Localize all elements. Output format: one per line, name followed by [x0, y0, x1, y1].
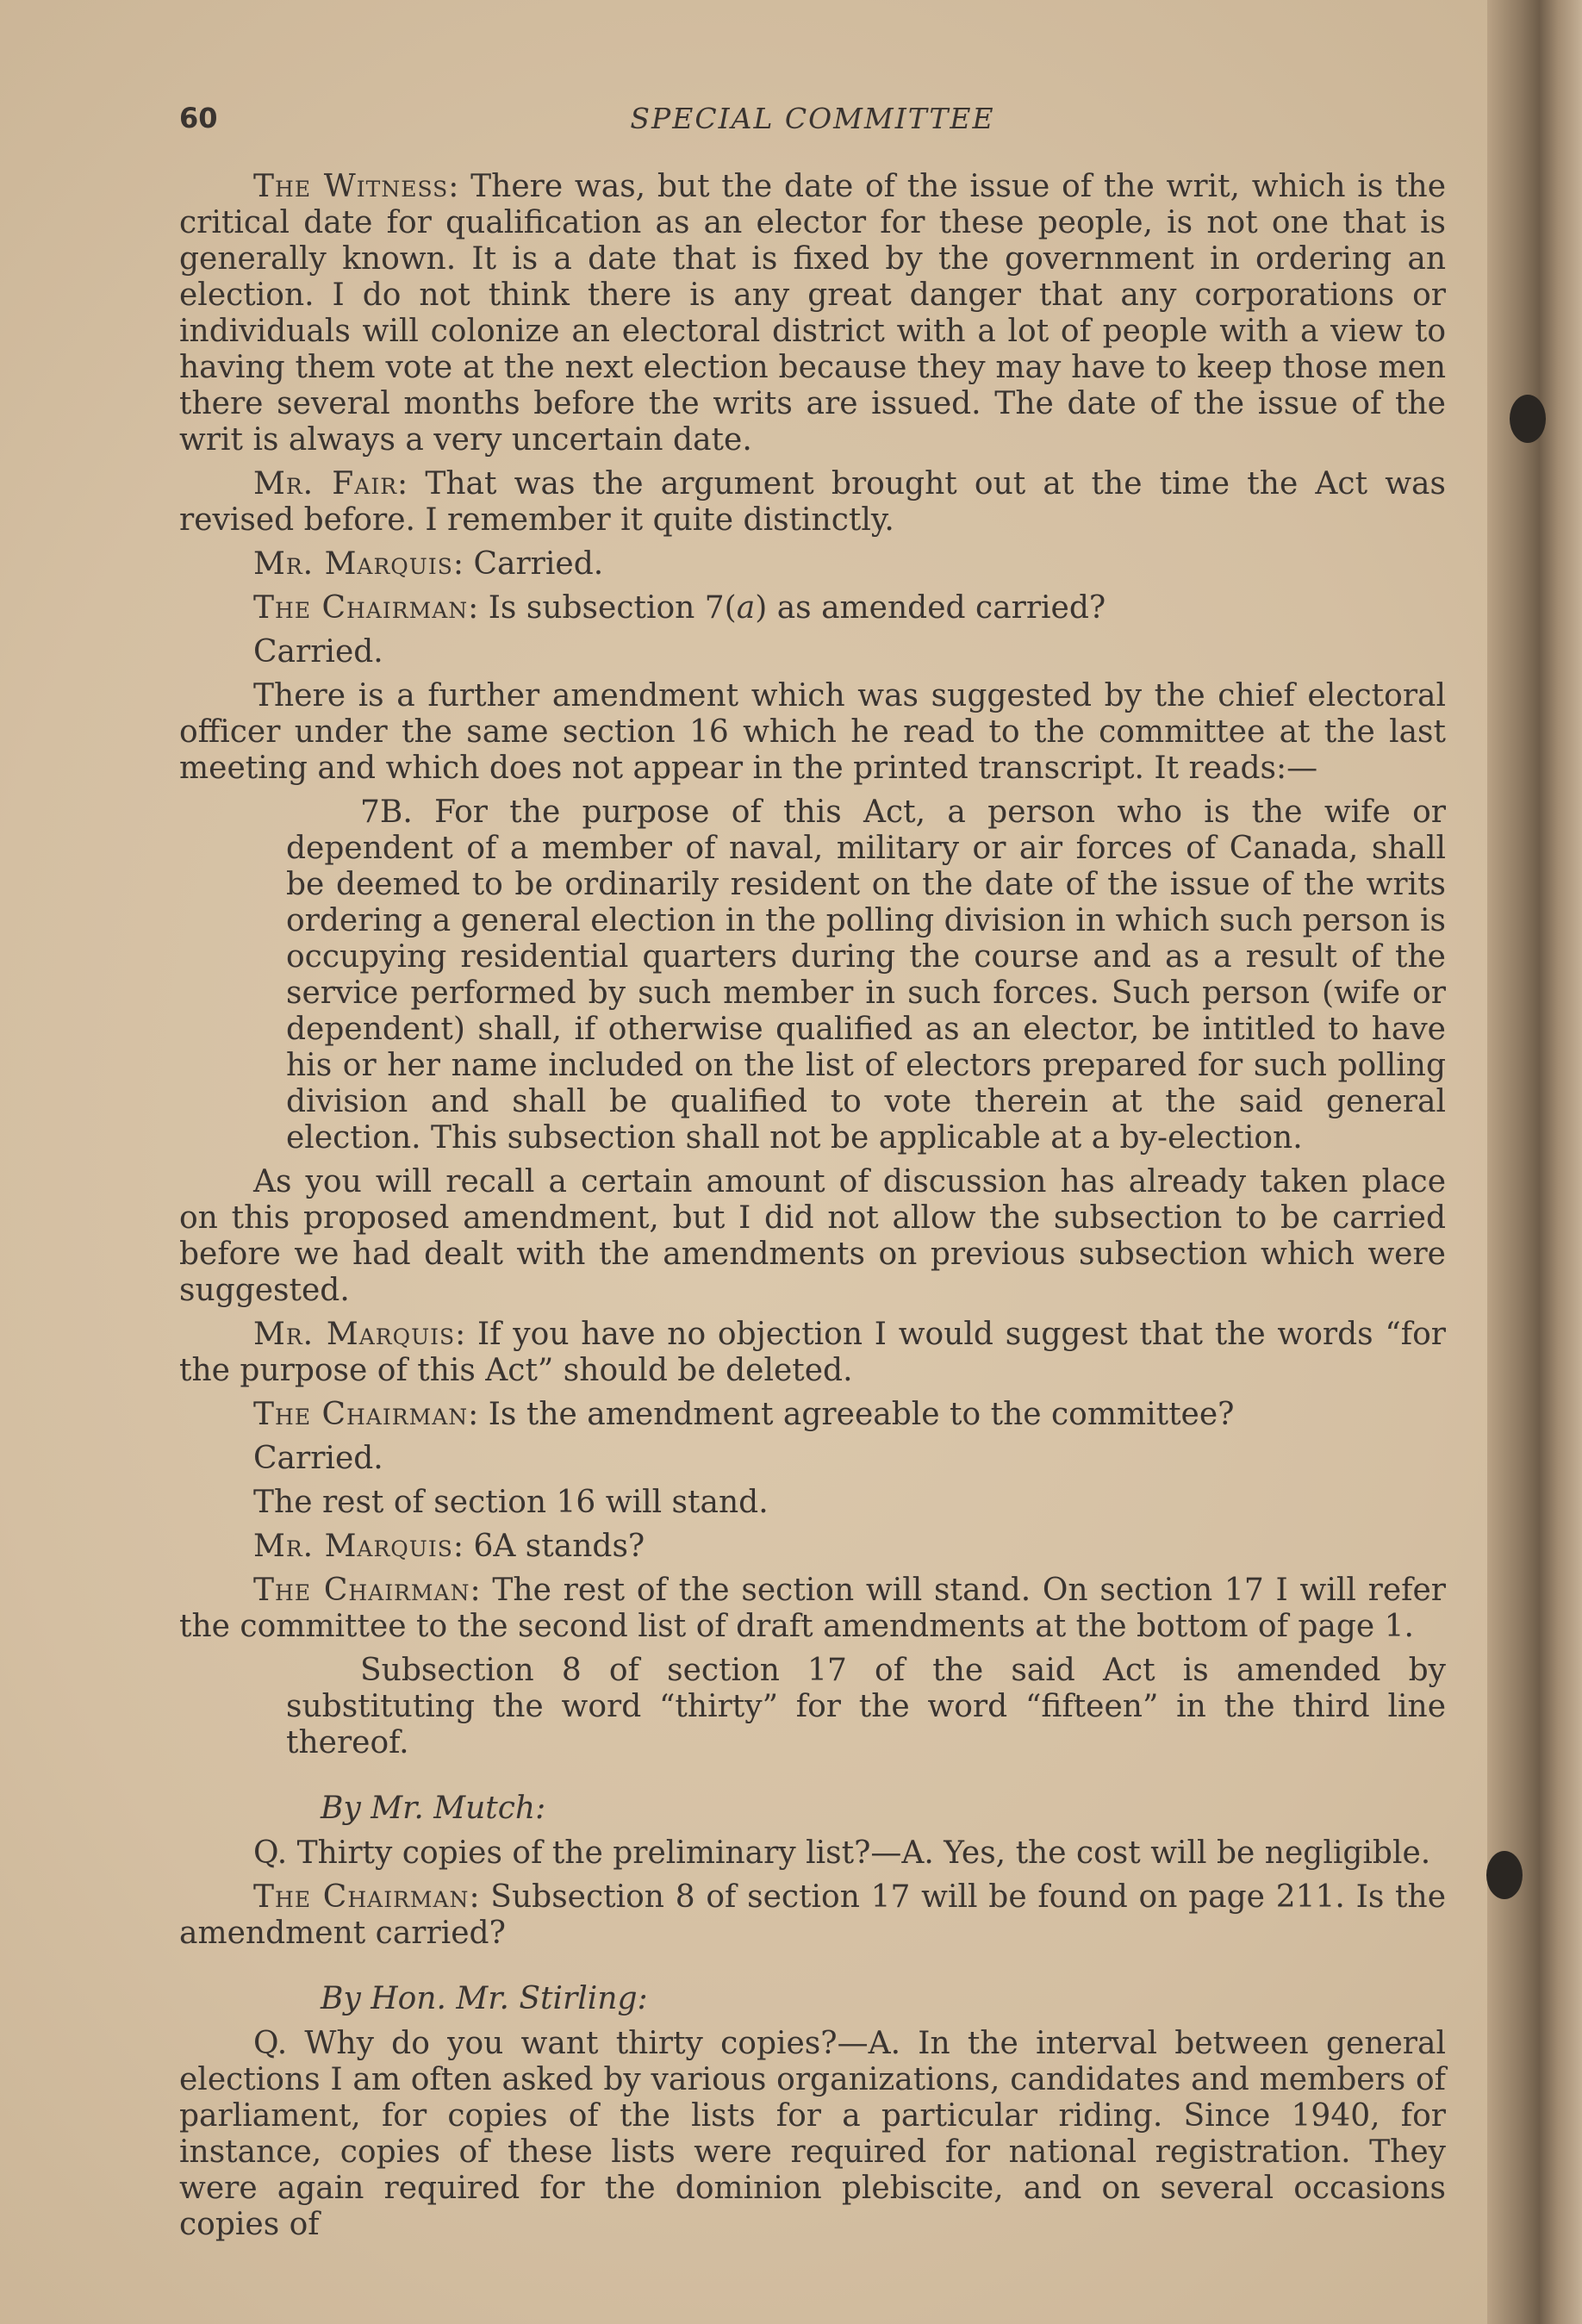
speaker: Mr. Marquis: [253, 1529, 453, 1564]
page-number: 60: [179, 102, 218, 134]
body-text: [179, 169, 1446, 2251]
speaker: Mr. Fair: [253, 466, 398, 502]
speaker: Mr. Marquis: [253, 1317, 456, 1352]
binding-hole: [1510, 395, 1546, 443]
paragraph: Carried.: [253, 1441, 383, 1476]
speaker: The Chairman: [253, 1573, 470, 1608]
paragraph: The Chairman: Is the amendment agreeable to the committee?: [253, 1397, 1235, 1432]
paragraph: The Chairman: Is subsection 7(a) as amended carried?: [253, 590, 1106, 626]
binding-hole: [1486, 1851, 1523, 1899]
paragraph: The rest of section 16 will stand.: [253, 1485, 769, 1520]
speaker: The Witness: [253, 169, 449, 204]
examiner-heading: By Mr. Mutch:: [321, 1791, 546, 1826]
paragraph: The Chairman: Subsection 8 of section 17 will be found on page 211. Is the amendment carried?: [179, 1879, 1446, 1951]
quoted-amendment: 7B. For the purpose of this Act, a person who is the wife or dependent of a member of naval, military or air forces of Canada, shall be deemed to be ordinarily resident on the date of the issue of the writs ordering a general election in the polling division in which such person is occupying residential quarters during the course and as a result of the service performed by such member in such forces. Such person (wife or dependent) shall, if otherwise qualified as an elector, be intitled to have his or her name included on the list of electors prepared for such polling division and shall be qualified to vote therein at the said general election. This subsection shall not be applicable at a by-election.: [286, 794, 1446, 1156]
page-header: [179, 102, 1446, 145]
paragraph: There is a further amendment which was suggested by the chief electoral officer under the same section 16 which he read to the committee at the last meeting and which does not appear in the printed transcript. It reads:—: [179, 678, 1446, 786]
paragraph: Q. Why do you want thirty copies?—A. In the interval between general elections I am often asked by various organizations, candidates and members of parliament, for copies of the lists for a particular riding. Since 1940, for instance, copies of these lists were required for national registration. They were again required for the dominion plebiscite, and on several occasions copies of: [179, 2026, 1446, 2242]
running-head: SPECIAL COMMITTEE: [630, 102, 995, 135]
speaker: The Chairman: [253, 1397, 469, 1432]
paragraph: The Chairman: The rest of the section will stand. On section 17 I will refer the committee to the second list of draft amendments at the bottom of page 1.: [179, 1573, 1446, 1644]
quoted-amendment: Subsection 8 of section 17 of the said Act is amended by substituting the word “thirty” for the word “fifteen” in the third line thereof.: [286, 1653, 1446, 1760]
speaker: The Chairman: [253, 590, 469, 626]
examiner-heading: By Hon. Mr. Stirling:: [321, 1981, 648, 2016]
speaker: The Chairman: [253, 1879, 470, 1915]
paragraph: Carried.: [253, 634, 383, 670]
paragraph: Mr. Marquis: Carried.: [253, 546, 604, 582]
paragraph: Mr. Fair: That was the argument brought out at the time the Act was revised before. I remember it quite distinctly.: [179, 466, 1446, 538]
speaker: Mr. Marquis: [253, 546, 453, 582]
paragraph: Mr. Marquis: 6A stands?: [253, 1529, 645, 1564]
book-binding: [1487, 0, 1582, 2324]
paragraph: The Witness: There was, but the date of the issue of the writ, which is the critical date for qualification as an elector for these people, is not one that is generally known. It is a date that is fixed by the government in ordering an election. I do not think there is any great danger that any corporations or individuals will colonize an electoral district with a lot of people with a view to having them vote at the next election because they may have to keep those men there several months before the writs are issued. The date of the issue of the writ is always a very uncertain date.: [179, 169, 1446, 458]
paragraph: Q. Thirty copies of the preliminary list?—A. Yes, the cost will be negligible.: [253, 1835, 1431, 1871]
paragraph: Mr. Marquis: If you have no objection I would suggest that the words “for the purpose of this Act” should be deleted.: [179, 1317, 1446, 1388]
paragraph: As you will recall a certain amount of discussion has already taken place on this proposed amendment, but I did not allow the subsection to be carried before we had dealt with the amendments on previous subsection which were suggested.: [179, 1164, 1446, 1308]
